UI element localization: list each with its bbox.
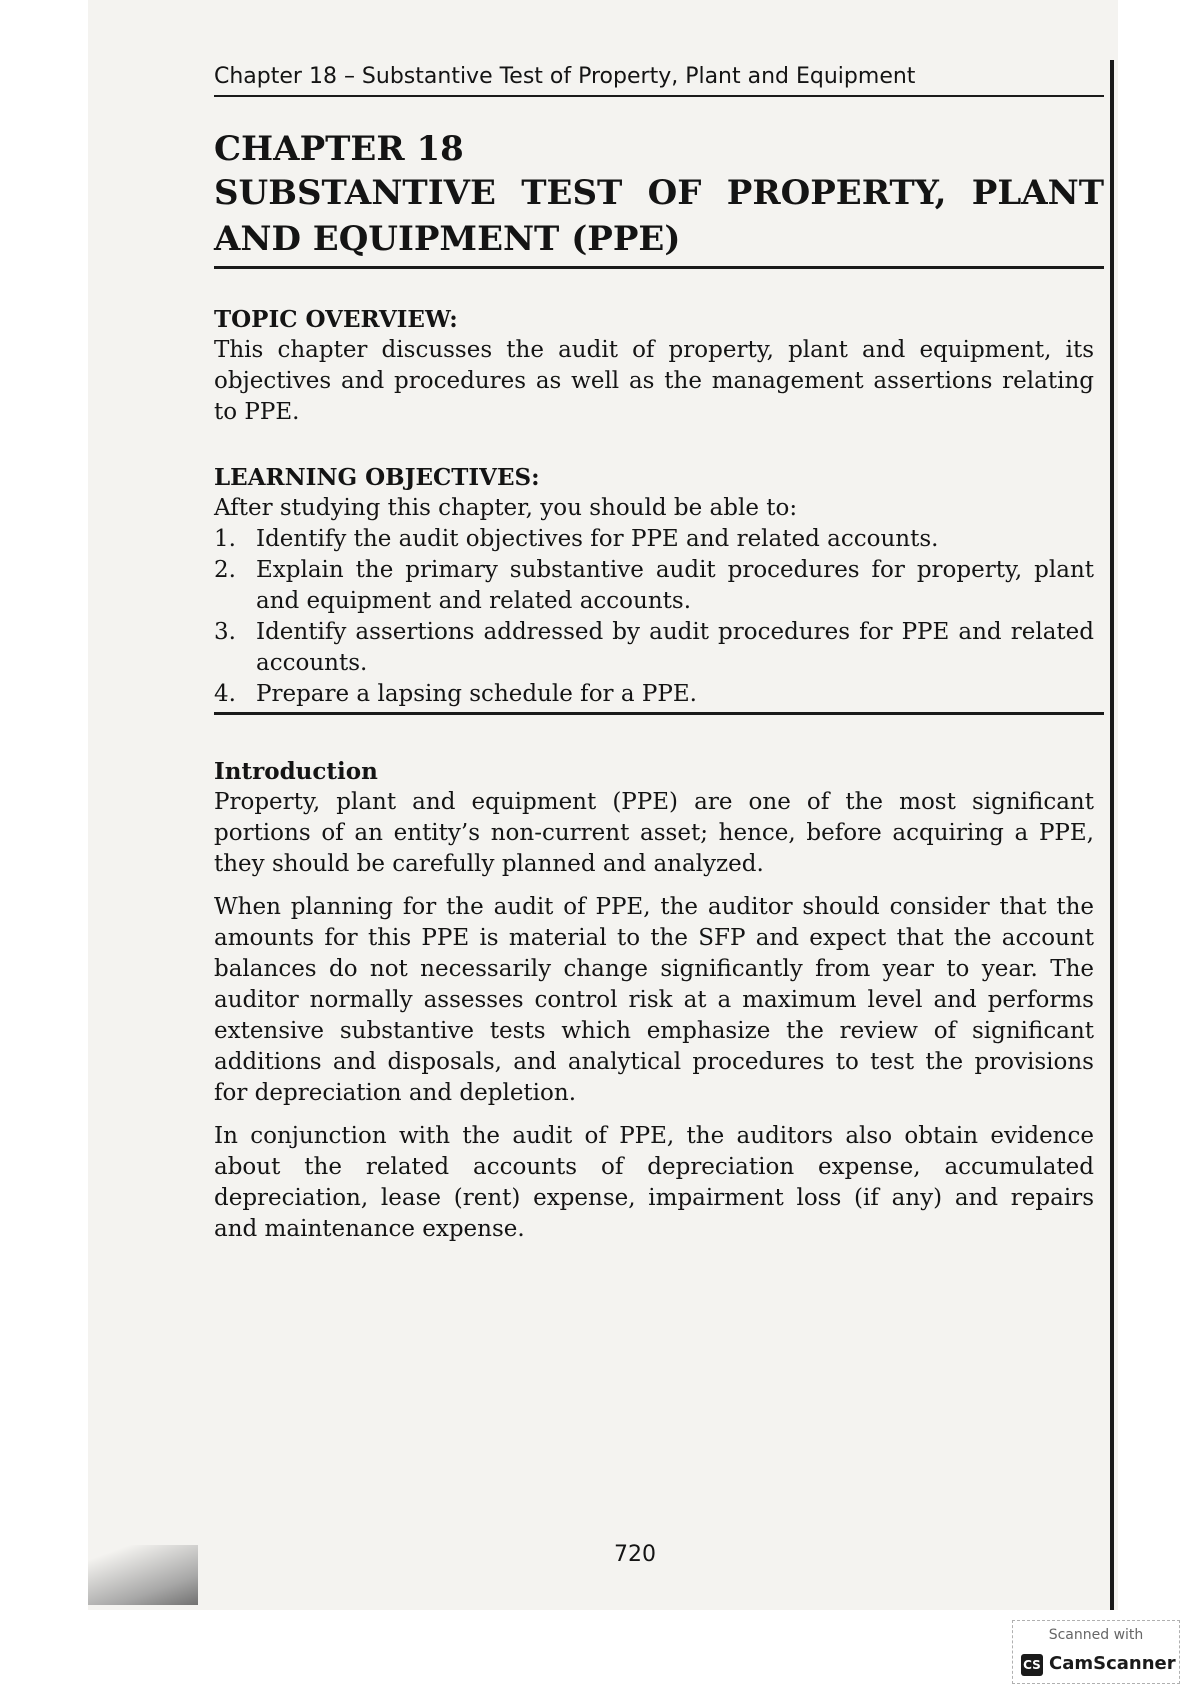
objective-item bbox=[214, 555, 1104, 617]
chapter-heading bbox=[214, 128, 1104, 269]
badge-brand-name: CamScanner bbox=[1049, 1653, 1176, 1674]
topic-overview-text: This chapter discusses the audit of property, plant and equipment, its objectives and procedures as well as the management assertions relating to PPE. bbox=[214, 337, 1094, 425]
introduction-paragraph: In conjunction with the audit of PPE, the auditors also obtain evidence about the related accounts of depreciation expense, accumulated depreciation, lease (rent) expense, impairment loss (if any) and repairs and maintenance expense. bbox=[214, 1123, 1094, 1242]
chapter-number: CHAPTER 18 bbox=[214, 129, 464, 169]
introduction-paragraph: Property, plant and equipment (PPE) are one of the most significant portions of an entity’s non-current asset; hence, before acquiring a PPE, they should be carefully planned and analyzed. bbox=[214, 789, 1094, 877]
objective-text: Prepare a lapsing schedule for a PPE. bbox=[256, 681, 697, 707]
badge-caption: Scanned with bbox=[1048, 1627, 1144, 1643]
page-edge-rule bbox=[1110, 60, 1114, 1610]
running-head: Chapter 18 – Substantive Test of Property, Plant and Equipment bbox=[214, 64, 1104, 97]
objective-number: 1. bbox=[214, 526, 236, 552]
scan-shadow bbox=[88, 1545, 198, 1605]
introduction-heading: Introduction bbox=[214, 758, 378, 785]
topic-overview-heading: TOPIC OVERVIEW: bbox=[214, 306, 458, 333]
topic-overview bbox=[214, 304, 1094, 428]
chapter-title: SUBSTANTIVE TEST OF PROPERTY, PLANT AND EQUIPMENT (PPE) bbox=[214, 173, 1104, 259]
page-number: 720 bbox=[614, 1542, 656, 1567]
introduction bbox=[214, 756, 1094, 1257]
learning-objectives-intro: After studying this chapter, you should be able to: bbox=[214, 495, 798, 521]
objective-text: Identify the audit objectives for PPE and related accounts. bbox=[256, 526, 939, 552]
objective-text: Identify assertions addressed by audit procedures for PPE and related accounts. bbox=[256, 619, 1094, 676]
introduction-paragraph: When planning for the audit of PPE, the auditor should consider that the amounts for this PPE is material to the SFP and expect that the account balances do not necessarily change significantly from year to year. The auditor normally assesses control risk at a maximum level and performs extensive substantive tests which emphasize the review of significant additions and disposals, and analytical procedures to test the provisions for depreciation and depletion. bbox=[214, 894, 1094, 1106]
objective-text: Explain the primary substantive audit procedures for property, plant and equipment and related accounts. bbox=[256, 557, 1094, 614]
objective-item bbox=[214, 524, 1104, 555]
learning-objectives bbox=[214, 462, 1104, 715]
camscanner-logo-icon: CS bbox=[1021, 1654, 1043, 1676]
camscanner-badge bbox=[1012, 1620, 1180, 1684]
objective-number: 3. bbox=[214, 619, 236, 645]
learning-objectives-heading: LEARNING OBJECTIVES: bbox=[214, 464, 540, 491]
objective-item bbox=[214, 679, 1104, 710]
objectives-list bbox=[214, 524, 1104, 710]
objective-number: 2. bbox=[214, 557, 236, 583]
objective-number: 4. bbox=[214, 681, 236, 707]
objective-item bbox=[214, 617, 1104, 679]
